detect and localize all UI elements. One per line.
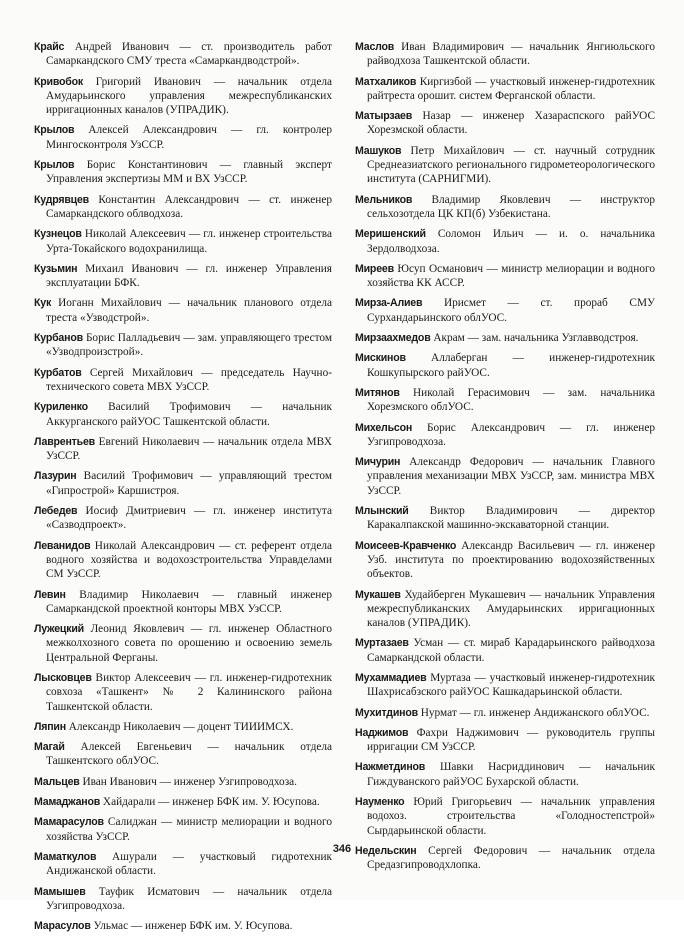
directory-entry (34, 400, 332, 429)
entry-surname: Лаврентьев (34, 435, 95, 448)
directory-entry (34, 158, 332, 187)
directory-entry (34, 795, 332, 809)
entry-surname: Матырзаев (355, 110, 413, 123)
page-number: 346 (332, 843, 352, 855)
directory-entry (355, 193, 655, 222)
entry-description: Василий Трофимович — начальник Аккурганского райУОС Ташкентской области. (46, 401, 332, 428)
right-column (355, 40, 655, 879)
directory-entry (355, 636, 655, 665)
entry-description: Фахри Наджимович — руководитель группы ирригации СМ УзССР. (367, 726, 656, 754)
entry-description: Константин Александрович — ст. инженер Самаркандского облводхоза. (46, 193, 332, 220)
left-column (34, 40, 332, 939)
entry-description: Петр Михайлович — ст. научный сотрудник Среднеазиатского регионального гидрометеорологического института (САРНИГМИ). (367, 144, 655, 186)
entry-surname: Кудрявцев (34, 193, 89, 206)
directory-entry (34, 435, 332, 464)
entry-description: Иоганн Михайлович — начальник планового отдела треста «Узводстрой». (46, 297, 332, 324)
directory-entry (34, 539, 332, 582)
entry-surname: Мискинов (355, 352, 406, 365)
entry-surname: Мельников (355, 193, 413, 206)
directory-entry (34, 885, 332, 914)
entry-surname: Наджимов (355, 726, 409, 739)
entry-surname: Крайс (34, 41, 65, 53)
entry-surname: Курбатов (34, 366, 82, 379)
directory-entry (355, 109, 655, 138)
entry-description: Иван Владимирович — начальник Янгиюльского райводхоза Ташкентской области. (367, 41, 655, 68)
entry-surname: Кузьмин (34, 262, 78, 275)
directory-entry (355, 706, 655, 720)
entry-description: Борис Константинович — главный эксперт Управления экспертизы ММ и ВХ УзССР. (46, 159, 332, 186)
directory-entry (34, 504, 332, 533)
directory-entry (355, 351, 655, 380)
entry-surname: Маслов (355, 41, 395, 53)
entry-description: Николай Александрович — ст. референт отдела водного хозяйства и водохозстроительства Управделами СМ УзССР. (46, 539, 332, 581)
entry-description: Сергей Федорович — начальник отдела Средазгипроводхлопка. (367, 844, 655, 872)
directory-entry (355, 760, 655, 789)
entry-surname: Куриленко (34, 401, 88, 414)
directory-entry (355, 504, 655, 533)
entry-description: Александр Николаевич — доцент ТИИИМСХ. (68, 720, 294, 733)
entry-description: Михаил Иванович — гл. инженер Управления эксплуатации БФК. (46, 262, 332, 290)
directory-entry (34, 919, 332, 933)
entry-description: Нурмат — гл. инженер Андижанского облУОС. (420, 706, 650, 719)
directory-entry (355, 227, 655, 256)
entry-description: Сергей Михайлович — председатель Научно-технического совета МВХ УзССР. (46, 366, 333, 393)
entry-description: Соломон Ильич — и. о. начальника Зердолводхоза. (367, 228, 655, 255)
entry-surname: Лысковцев (34, 671, 92, 684)
entry-description: Борис Александрович — гл. инженер Узгипроводхоза. (367, 421, 656, 448)
directory-entry (34, 588, 332, 617)
entry-description: Владимир Яковлевич — инструктор сельхозотдела ЦК КП(б) Узбекистана. (367, 193, 656, 220)
entry-surname: Мамарасулов (34, 816, 104, 829)
directory-entry (34, 815, 332, 844)
directory-entry (34, 775, 332, 789)
entry-surname: Машуков (355, 144, 402, 157)
directory-entry (34, 331, 332, 360)
entry-surname: Мухитдинов (355, 706, 418, 719)
directory-entry (34, 469, 332, 498)
entry-surname: Михельсон (355, 421, 413, 434)
entry-description: Иван Иванович — инженер Узгипроводхоза. (82, 775, 298, 788)
entry-description: Григорий Иванович — начальник отдела Амударьинского управления межреспубликанских ирригационных каналов (УПРАДИК). (46, 75, 333, 117)
entry-surname: Мальцев (34, 775, 80, 788)
entry-surname: Мухаммадиев (355, 671, 427, 684)
entry-description: Виктор Владимирович — директор Каракалпакской машинно-экскаваторной станции. (367, 505, 656, 532)
entry-description: Николай Алексеевич — гл. инженер строительства Урта-Токайского водохранилища. (46, 228, 333, 255)
directory-entry (355, 795, 655, 838)
entry-surname: Магай (34, 741, 65, 754)
entry-description: Андрей Иванович — ст. производитель работ Самаркандского СМУ треста «Самаркандводстрой». (46, 41, 332, 68)
directory-entry (355, 386, 655, 415)
directory-entry (34, 123, 332, 152)
entry-surname: Курбанов (34, 332, 83, 345)
entry-description: Александр Васильевич — гл. инженер Узб. института по проектированию водохозяйственных объектов. (367, 539, 655, 581)
entry-surname: Мичурин (355, 456, 401, 469)
directory-entry (355, 726, 655, 755)
directory-entry (34, 40, 332, 69)
directory-entry (34, 622, 332, 665)
entry-surname: Кук (34, 297, 52, 310)
directory-entry (355, 588, 655, 631)
directory-entry (355, 539, 655, 582)
entry-surname: Левин (34, 588, 66, 601)
directory-entry (355, 144, 655, 187)
entry-surname: Леванидов (34, 539, 91, 552)
entry-description: Леонид Яковлевич — гл. инженер Областного межколхозного совета по орошению и освоению земель Центральной Ферганы. (46, 623, 332, 664)
entry-surname: Крылов (34, 159, 75, 172)
entry-description: Василий Трофимович — управляющий трестом «Гипрострой» Каршистроя. (46, 470, 332, 497)
entry-description: Аллаберган — инженер-гидротехник Кошкупырского райУОС. (367, 352, 656, 379)
entry-description: Владимир Николаевич — главный инженер Самаркандской проектной конторы МВХ УзССР. (46, 588, 332, 615)
entry-description: Николай Герасимович — зам. начальника Хорезмского облУОС. (367, 386, 655, 414)
entry-surname: Лужецкий (34, 623, 84, 636)
entry-surname: Марасулов (34, 920, 91, 933)
directory-entry (34, 193, 332, 222)
entry-surname: Кривобок (34, 75, 84, 88)
entry-description: Назар — инженер Хазараспского райУОС Хорезмской области. (367, 110, 655, 137)
entry-surname: Кузнецов (34, 228, 82, 241)
entry-description: Ашурали — участковый гидротехник Андижанской области. (46, 850, 332, 878)
entry-description: Тауфик Исматович — начальник отдела Узгипроводхоза. (46, 885, 332, 912)
directory-entry (355, 40, 655, 69)
entry-description: Худайберген Мукашевич — начальник Управления межреспубликанских Амударьинских ирригационных каналов (УПРАДИК). (367, 588, 655, 630)
entry-description: Юрий Григорьевич — начальник управления водохоз. строительства «Голодностепстрой» Сырдарьинской области. (367, 796, 656, 837)
directory-entry (34, 366, 332, 395)
directory-entry (355, 262, 655, 291)
entry-surname: Ляпин (34, 720, 66, 733)
entry-description: Евгений Николаевич — начальник отдела МВХ УзССР. (46, 435, 333, 463)
entry-surname: Матхаликов (355, 75, 417, 88)
entry-description: Хайдарали — инженер БФК им. У. Юсупова. (102, 796, 320, 809)
entry-description: Алексей Евгеньевич — начальник отдела Ташкентского облУОС. (46, 741, 332, 768)
entry-description: Алексей Александрович — гл. контролер Мингосконтроля УзССР. (46, 124, 332, 151)
entry-description: Ирисмет — ст. прораб СМУ Сурхандарьинского облУОС. (367, 297, 655, 324)
directory-entry (34, 720, 332, 734)
entry-surname: Мамаджанов (34, 796, 101, 809)
entry-description: Салиджан — министр мелиорации и водного хозяйства УзССР. (46, 816, 332, 843)
entry-description: Борис Палладьевич — зам. управляющего трестом «Узводпроизстрой». (46, 332, 333, 359)
entry-surname: Меришенский (355, 228, 426, 241)
directory-entry (34, 262, 332, 291)
entry-surname: Митянов (355, 386, 400, 399)
directory-entry (355, 671, 655, 700)
directory-entry (34, 671, 332, 714)
entry-description: Ульмас — инженер БФК им. У. Юсупова. (93, 920, 293, 933)
entry-description: Киргизбой — участковый инженер-гидротехник райтреста орошит. систем Ферганской области. (367, 75, 655, 102)
directory-entry (34, 296, 332, 325)
entry-surname: Мирза-Алиев (355, 297, 423, 310)
entry-surname: Мирзаахмедов (355, 332, 431, 345)
entry-description: Виктор Алексеевич — гл. инженер-гидротехник совхоза «Ташкент» № 2 Калининского района Ташкентской области. (46, 671, 332, 713)
directory-entry (355, 296, 655, 325)
entry-surname: Мукашев (355, 588, 401, 601)
entry-description: Юсуп Османович — министр мелиорации и водного хозяйства КК АССР. (367, 262, 656, 290)
entry-surname: Муртазаев (355, 637, 409, 650)
entry-description: Иосиф Дмитриевич — гл. инженер института «Сазводпроект». (46, 505, 333, 532)
directory-entry (355, 421, 655, 450)
directory-entry (355, 331, 655, 345)
directory-entry (34, 227, 332, 256)
entry-description: Шавки Насриддинович — начальник Гиждуванского райУОС Бухарской области. (367, 761, 655, 788)
entry-description: Александр Федорович — начальник Главного управления механизации МВХ УзССР, зам. министра МВХ УзССР. (367, 456, 655, 497)
directory-entry (34, 75, 332, 118)
directory-entry (355, 75, 655, 104)
entry-surname: Лазурин (34, 470, 77, 483)
entry-surname: Миреев (355, 262, 394, 275)
entry-surname: Маматкулов (34, 850, 97, 863)
entry-surname: Недельскин (355, 844, 417, 857)
entry-surname: Млынский (355, 505, 409, 518)
entry-surname: Науменко (355, 796, 405, 809)
entry-surname: Мамышев (34, 885, 86, 898)
entry-description: Усман — ст. мираб Карадарьинского райводхоза Самаркандской области. (367, 637, 655, 664)
entry-description: Акрам — зам. начальника Узглавводстроя. (433, 332, 639, 345)
directory-entry (355, 455, 655, 498)
entry-surname: Моисеев-Кравченко (355, 539, 457, 552)
entry-surname: Нажметдинов (355, 761, 426, 774)
entry-surname: Лебедев (34, 505, 78, 518)
directory-entry (34, 740, 332, 769)
entry-description: Муртаза — участковый инженер-гидротехник Шахрисабзского райУОС Кашкадарьинской области. (367, 671, 655, 699)
entry-surname: Крылов (34, 124, 75, 137)
